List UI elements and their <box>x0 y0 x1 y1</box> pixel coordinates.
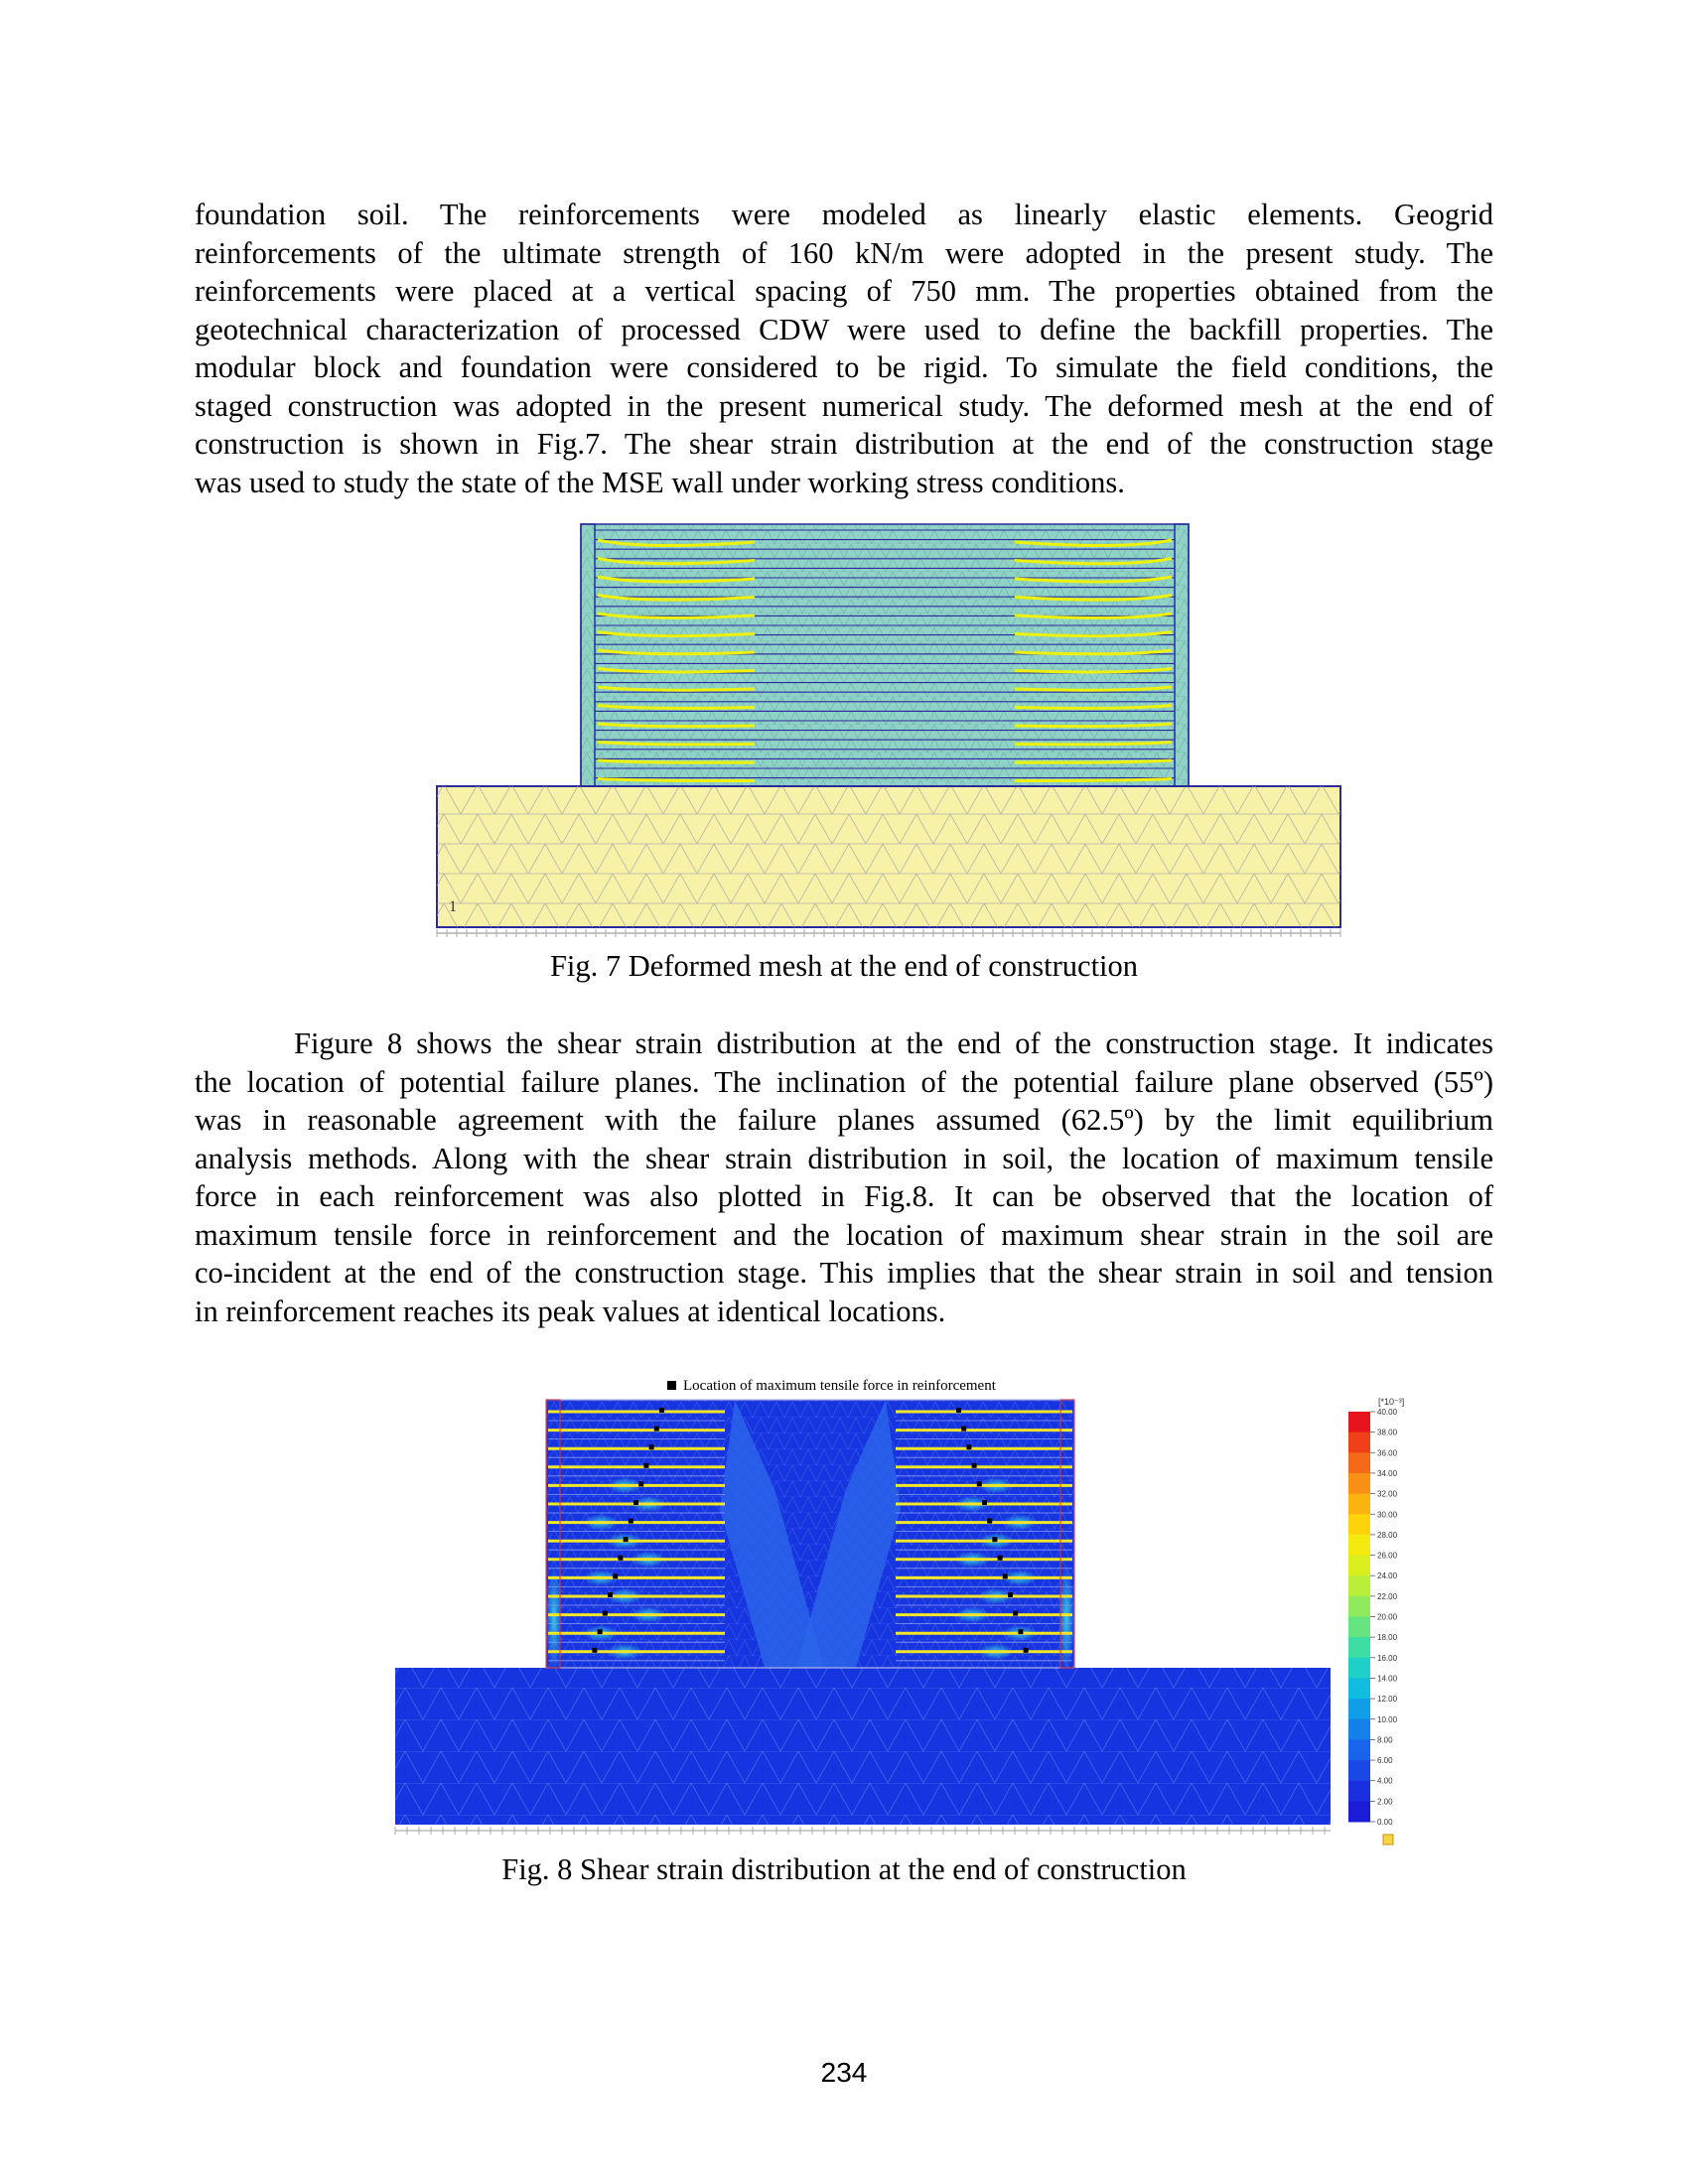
colour-scale <box>1348 1408 1398 1827</box>
max-tension-marker <box>961 1427 966 1432</box>
max-tension-marker <box>654 1427 659 1432</box>
scale-unit: [*10⁻³] <box>1378 1397 1405 1407</box>
scale-tick-label: 4.00 <box>1377 1776 1393 1786</box>
max-tension-marker <box>633 1500 638 1505</box>
max-tension-marker <box>998 1556 1003 1561</box>
scale-swatch <box>1348 1781 1370 1802</box>
figure-8-caption: Fig. 8 Shear strain distribution at the end of construction <box>501 1852 1187 1886</box>
scale-tick-label: 40.00 <box>1377 1408 1398 1417</box>
max-tension-marker <box>643 1463 648 1468</box>
scale-swatch <box>1348 1637 1370 1658</box>
text-line: in reinforcement reaches its peak values at identical locations. <box>195 1294 946 1328</box>
max-tension-marker <box>987 1519 992 1524</box>
scale-tick-label: 38.00 <box>1377 1428 1398 1437</box>
scale-tick-label: 24.00 <box>1377 1571 1398 1581</box>
text-line: maximum tensile force in reinforcement and the location of maximum shear strain in the soil are <box>195 1217 1493 1252</box>
scale-tick-label: 34.00 <box>1377 1468 1398 1478</box>
scale-swatch <box>1348 1596 1370 1617</box>
max-tension-marker <box>1003 1573 1008 1578</box>
text-line: construction is shown in Fig.7. The shear strain distribution at the end of the construction stage <box>195 427 1493 461</box>
scale-swatch <box>1348 1514 1370 1535</box>
max-tension-marker <box>618 1556 623 1561</box>
max-tension-marker <box>649 1444 654 1449</box>
scale-tick-label: 10.00 <box>1377 1714 1398 1724</box>
scale-tick-label: 2.00 <box>1377 1797 1393 1807</box>
max-tension-marker <box>992 1537 997 1542</box>
max-tension-marker <box>1008 1592 1013 1597</box>
scale-tick-label: 18.00 <box>1377 1633 1398 1643</box>
max-tension-marker <box>972 1463 977 1468</box>
text-line: reinforcements of the ultimate strength of 160 kN/m were adopted in the present study. The <box>195 235 1493 270</box>
scale-swatch <box>1348 1617 1370 1638</box>
scale-tick-label: 30.00 <box>1377 1510 1398 1520</box>
scale-swatch <box>1348 1658 1370 1679</box>
scale-tick-label: 6.00 <box>1377 1756 1393 1766</box>
scale-tick-label: 20.00 <box>1377 1612 1398 1622</box>
scale-swatch <box>1348 1433 1370 1453</box>
max-tension-marker <box>1013 1611 1018 1616</box>
scale-swatch <box>1348 1801 1370 1822</box>
figure-7-deformed-mesh <box>427 516 1350 945</box>
body-paragraph-1 <box>195 196 1493 501</box>
scale-swatch <box>1348 1473 1370 1494</box>
scale-tick-label: 36.00 <box>1377 1448 1398 1458</box>
body-paragraph-2 <box>195 1024 1493 1330</box>
max-tension-marker <box>603 1611 608 1616</box>
text-line: Figure 8 shows the shear strain distribution at the end of the construction stage. It indicates <box>294 1026 1493 1060</box>
page-number: 234 <box>820 2057 868 2088</box>
scale-swatch <box>1348 1556 1370 1576</box>
text-line: was in reasonable agreement with the failure planes assumed (62.5º) by the limit equilibrium <box>195 1103 1493 1137</box>
scale-swatch <box>1348 1494 1370 1515</box>
figure-8-shear-strain <box>387 1370 1420 1856</box>
text-line: foundation soil. The reinforcements were modeled as linearly elastic elements. Geogrid <box>195 198 1493 231</box>
max-tension-marker <box>592 1648 597 1653</box>
text-line: reinforcements were placed at a vertical spacing of 750 mm. The properties obtained from the <box>195 274 1493 308</box>
scale-swatch <box>1348 1719 1370 1740</box>
max-tension-marker <box>977 1481 982 1486</box>
text-line: was used to study the state of the MSE wall under working stress conditions. <box>195 465 1125 499</box>
scale-swatch <box>1348 1452 1370 1473</box>
max-tension-marker <box>966 1444 971 1449</box>
cluster-label: 1 <box>449 898 457 915</box>
text-line: co-incident at the end of the construction stage. This implies that the shear strain in soil and tension <box>195 1256 1493 1290</box>
scale-tick-label: 0.00 <box>1377 1818 1393 1827</box>
scale-icon <box>1383 1835 1393 1844</box>
max-tension-marker <box>629 1519 633 1524</box>
scale-tick-label: 12.00 <box>1377 1695 1398 1705</box>
text-line: geotechnical characterization of processed CDW were used to define the backfill properties. The <box>195 312 1493 346</box>
max-tension-marker <box>638 1481 643 1486</box>
max-tension-marker <box>598 1629 603 1634</box>
text-line: staged construction was adopted in the present numerical study. The deformed mesh at the end of <box>195 388 1493 423</box>
scale-tick-label: 16.00 <box>1377 1653 1398 1663</box>
scale-tick-label: 22.00 <box>1377 1591 1398 1601</box>
scale-swatch <box>1348 1760 1370 1781</box>
scale-swatch <box>1348 1575 1370 1596</box>
text-line: the location of potential failure planes. The inclination of the potential failure plane observed (55º) <box>195 1064 1493 1099</box>
max-tension-marker <box>659 1408 664 1413</box>
scale-tick-label: 32.00 <box>1377 1489 1398 1499</box>
scale-swatch <box>1348 1678 1370 1699</box>
scale-swatch <box>1348 1535 1370 1556</box>
max-tension-marker <box>1018 1629 1023 1634</box>
legend-label: Location of maximum tensile force in reinforcement <box>683 1378 996 1394</box>
scale-tick-label: 8.00 <box>1377 1735 1393 1745</box>
text-line: force in each reinforcement was also plotted in Fig.8. It can be observed that the location of <box>195 1179 1493 1213</box>
max-tension-marker <box>956 1408 961 1413</box>
max-tension-marker <box>982 1500 987 1505</box>
max-tension-marker <box>624 1537 629 1542</box>
text-line: analysis methods. Along with the shear strain distribution in soil, the location of maximum tensile <box>195 1141 1493 1175</box>
legend-marker <box>667 1381 676 1390</box>
scale-swatch <box>1348 1699 1370 1719</box>
max-tension-marker <box>1024 1648 1029 1653</box>
scale-tick-label: 26.00 <box>1377 1551 1398 1561</box>
scale-tick-label: 14.00 <box>1377 1674 1398 1684</box>
scale-swatch <box>1348 1412 1370 1433</box>
max-tension-marker <box>608 1592 613 1597</box>
text-line: modular block and foundation were considered to be rigid. To simulate the field conditions, the <box>195 350 1493 384</box>
figure-7-caption: Fig. 7 Deformed mesh at the end of construction <box>549 949 1139 983</box>
max-tension-marker <box>613 1573 618 1578</box>
scale-swatch <box>1348 1739 1370 1760</box>
scale-tick-label: 28.00 <box>1377 1530 1398 1540</box>
